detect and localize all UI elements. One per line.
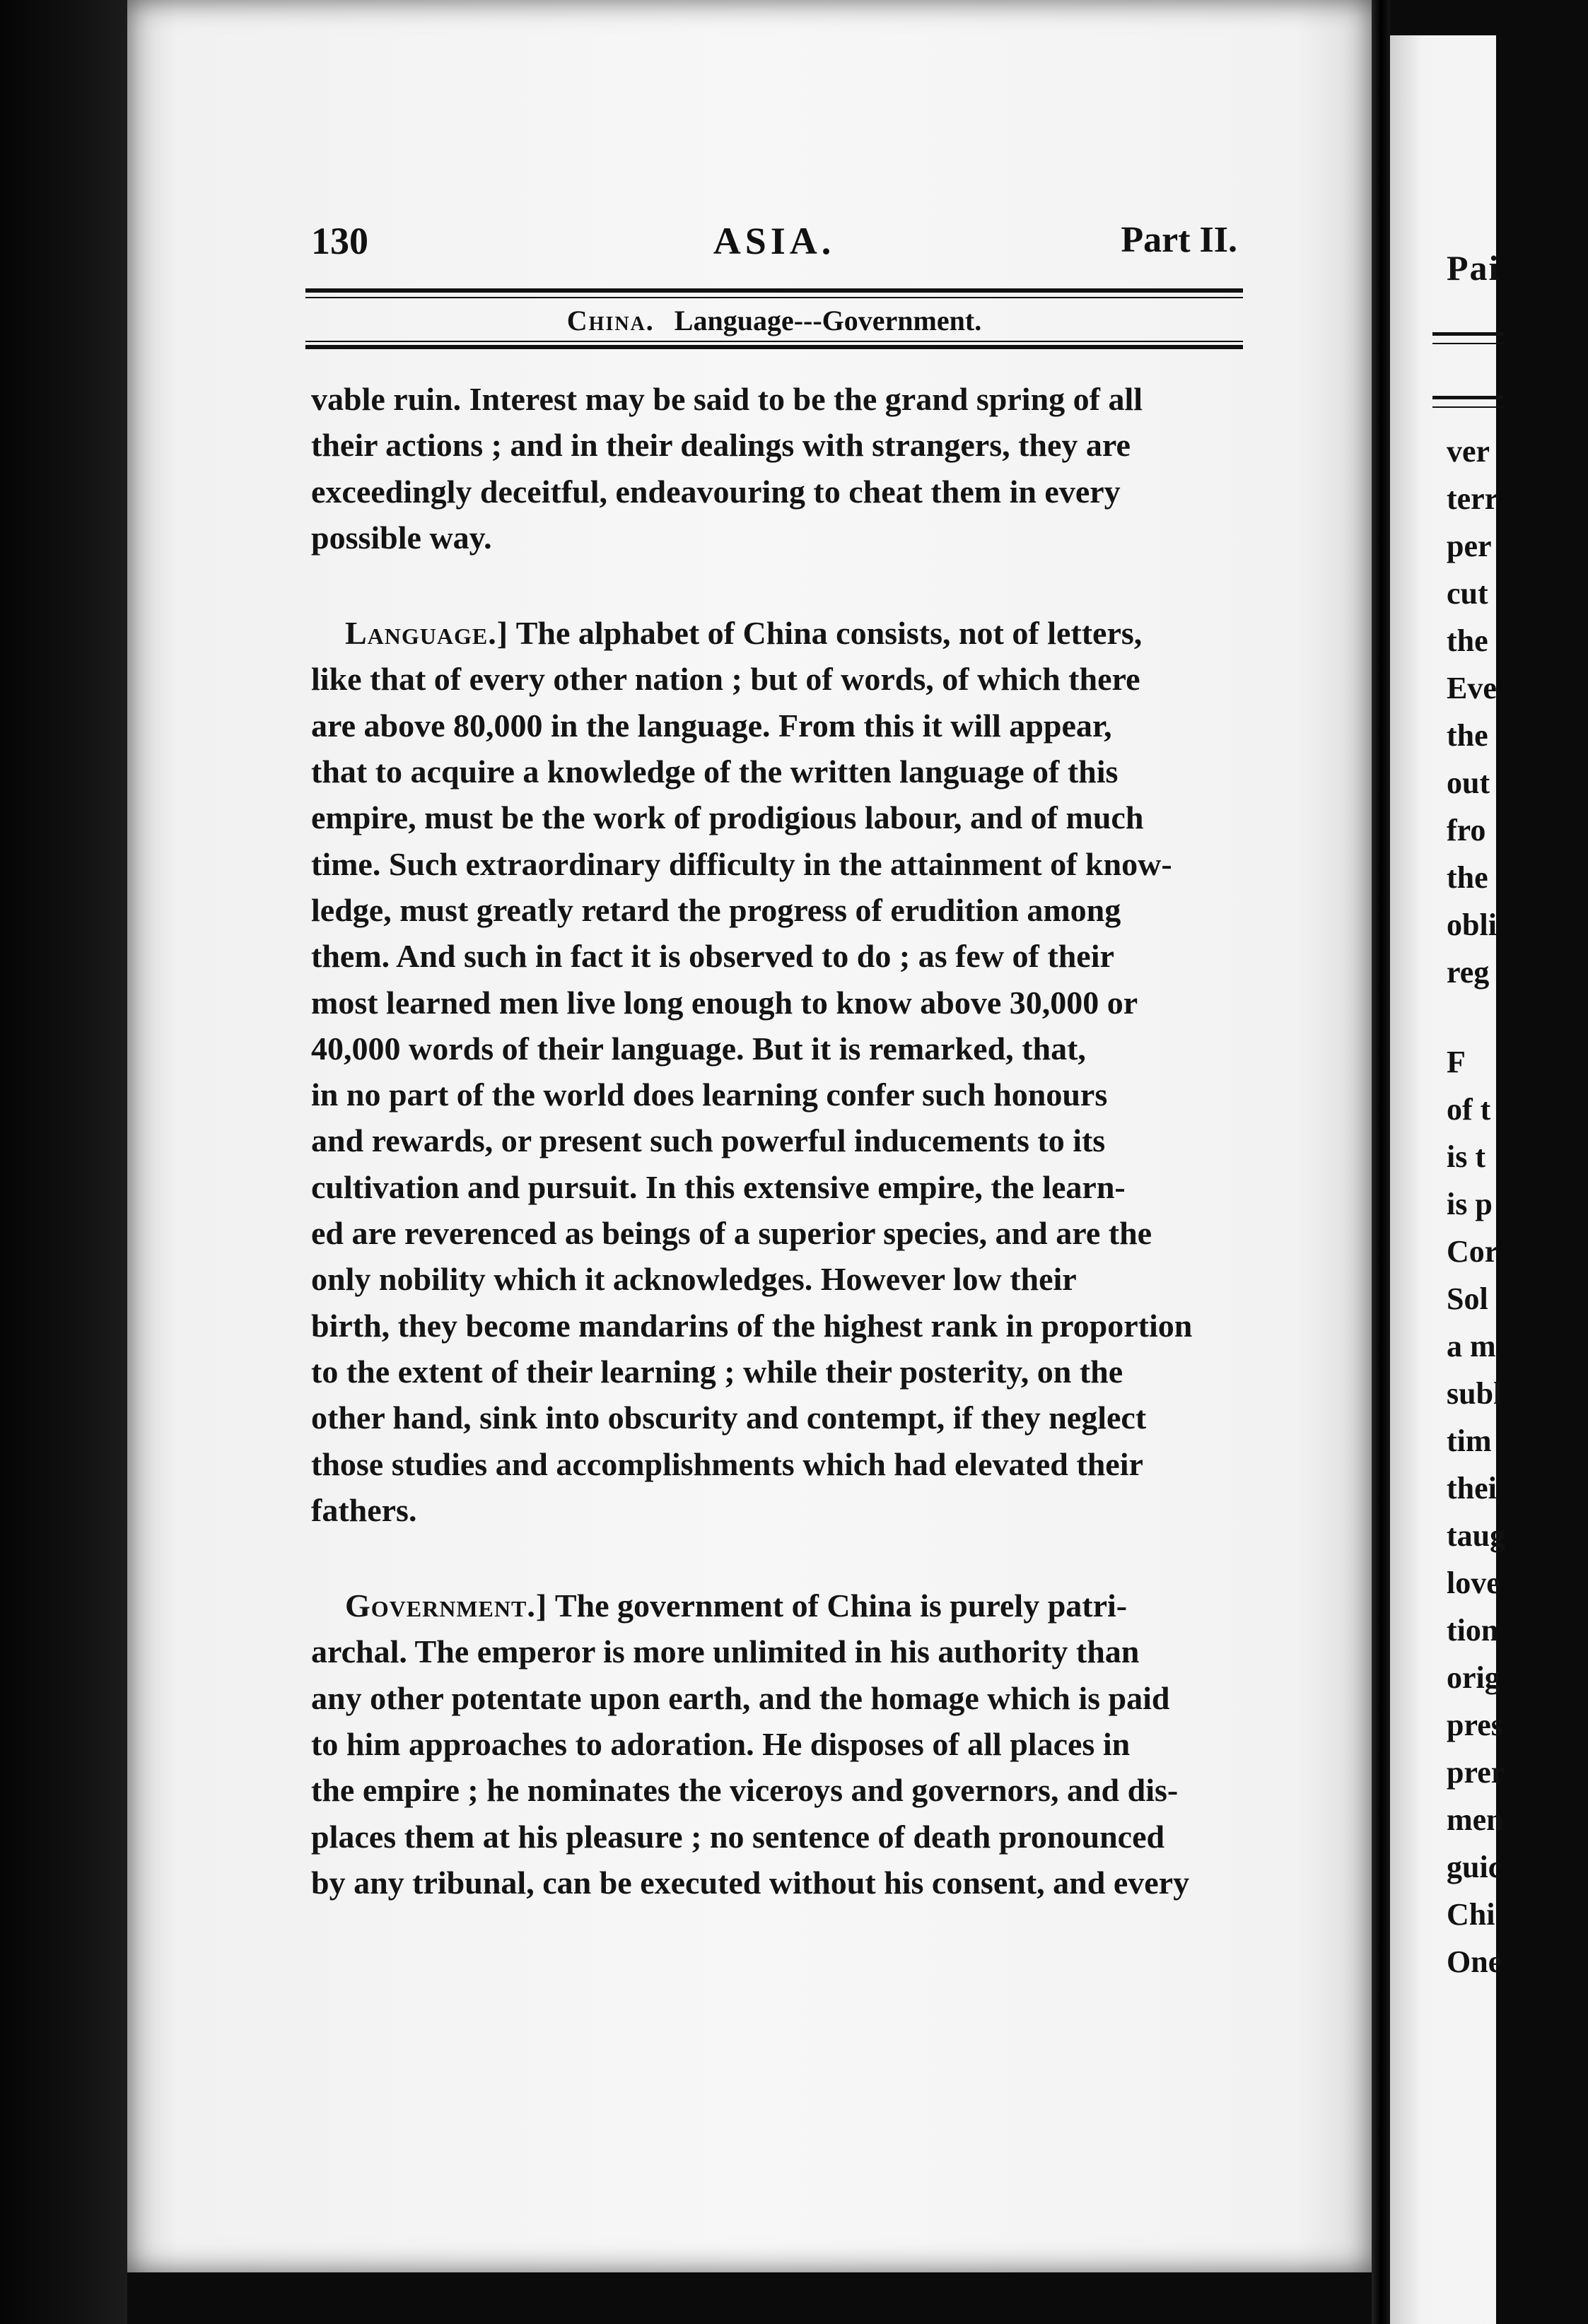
facing-line: the xyxy=(1447,860,1488,895)
text-line: most learned men live long enough to know above 30,000 or xyxy=(311,984,1138,1021)
text-line: possible way. xyxy=(311,519,492,556)
facing-line: obli xyxy=(1447,908,1497,942)
text-line: ledge, must greatly retard the progress of erudition among xyxy=(311,891,1121,928)
facing-line: cut xyxy=(1447,576,1488,611)
facing-page-fragment xyxy=(1390,35,1506,2324)
text-line: those studies and accomplishments which had elevated their xyxy=(311,1445,1143,1482)
facing-line: Cor xyxy=(1447,1234,1499,1269)
running-title: ASIA. xyxy=(713,220,836,262)
facing-line: guic xyxy=(1447,1850,1502,1884)
text-line: fathers. xyxy=(311,1491,417,1528)
text-line: to him approaches to adoration. He disposes of all places in xyxy=(311,1726,1131,1763)
facing-page-header: Pai xyxy=(1447,248,1500,288)
header-rule-thick-bottom xyxy=(305,345,1243,349)
text-line: places them at his pleasure ; no sentence of death pronounced xyxy=(311,1818,1165,1855)
section-lead-language: Language.] xyxy=(345,615,509,652)
page-body xyxy=(311,376,1237,1906)
paragraph-government xyxy=(311,1583,1237,1906)
facing-line: is t xyxy=(1447,1139,1485,1174)
subheader-country: China. xyxy=(566,305,655,336)
facing-line: tion xyxy=(1447,1613,1499,1648)
facing-line: reg xyxy=(1447,955,1490,990)
text-line: vable ruin. Interest may be said to be the grand spring of all xyxy=(311,381,1143,417)
text-line: to the extent of their learning ; while their posterity, on the xyxy=(311,1353,1123,1390)
facing-line: out xyxy=(1447,765,1490,800)
facing-line: love xyxy=(1447,1566,1500,1600)
text-line: time. Such extraordinary difficulty in the attainment of know- xyxy=(311,845,1172,882)
part-label: Part II. xyxy=(1121,220,1237,260)
facing-line: tim xyxy=(1447,1424,1492,1458)
text-line: any other potentate upon earth, and the homage which is paid xyxy=(311,1679,1170,1716)
text-line: Government.] The government of China is purely patri- xyxy=(345,1588,1128,1624)
text-line: and rewards, or present such powerful inducements to its xyxy=(311,1122,1106,1159)
facing-line: subl xyxy=(1447,1376,1502,1411)
page-header xyxy=(311,219,1237,276)
facing-line: terr xyxy=(1447,481,1499,516)
text-line: exceedingly deceitful, endeavouring to cheat them in every xyxy=(311,473,1121,510)
facing-line: One xyxy=(1447,1944,1502,1979)
facing-line: orig xyxy=(1447,1660,1500,1695)
text-line: cultivation and pursuit. In this extensive empire, the learn- xyxy=(311,1168,1126,1205)
text-line: like that of every other nation ; but of words, of which there xyxy=(311,661,1140,698)
facing-line: a m xyxy=(1447,1329,1496,1363)
header-rule-thin-top xyxy=(305,297,1243,298)
facing-line: of t xyxy=(1447,1092,1491,1127)
text-line: ed are reverenced as beings of a superior species, and are the xyxy=(311,1215,1152,1252)
facing-page-text xyxy=(1447,428,1588,1985)
facing-rule xyxy=(1432,332,1503,336)
facing-line: per xyxy=(1447,529,1492,563)
facing-line: Chi xyxy=(1447,1897,1495,1932)
facing-rule xyxy=(1432,343,1503,344)
text-line: the empire ; he nominates the viceroys and governors, and dis- xyxy=(311,1772,1179,1809)
facing-line: ver xyxy=(1447,434,1490,469)
facing-line: pres xyxy=(1447,1708,1503,1742)
facing-line: Eve xyxy=(1447,671,1497,705)
paragraph-language xyxy=(311,610,1237,1533)
text-line: birth, they become mandarins of the highest rank in proportion xyxy=(311,1307,1193,1344)
book-gutter xyxy=(1372,0,1390,2324)
facing-line: the xyxy=(1447,718,1488,753)
text-line: them. And such in fact it is observed to do ; as few of their xyxy=(311,938,1114,975)
facing-line: fro xyxy=(1447,813,1486,847)
paragraph-continuation xyxy=(311,376,1237,561)
facing-line: taug xyxy=(1447,1518,1506,1553)
text-line: other hand, sink into obscurity and contempt, if they neglect xyxy=(311,1399,1147,1436)
text-line: archal. The emperor is more unlimited in his authority than xyxy=(311,1633,1140,1670)
page-number: 130 xyxy=(311,220,368,262)
subheader-topics: Language---Government. xyxy=(674,305,982,336)
facing-line: thei xyxy=(1447,1471,1497,1506)
text-line: 40,000 words of their language. But it is remarked, that, xyxy=(311,1030,1086,1067)
text-line: their actions ; and in their dealings with strangers, they are xyxy=(311,427,1131,464)
facing-line: is p xyxy=(1447,1187,1493,1221)
text-line: Language.] The alphabet of China consists, not of letters, xyxy=(345,615,1143,652)
text-line: that to acquire a knowledge of the written language of this xyxy=(311,753,1119,790)
section-subheader xyxy=(311,304,1237,337)
facing-rule xyxy=(1432,406,1503,408)
facing-line: the xyxy=(1447,623,1488,658)
header-rule-thin-bottom xyxy=(305,341,1243,342)
facing-rule xyxy=(1432,396,1503,399)
text-line: empire, must be the work of prodigious labour, and of much xyxy=(311,799,1144,836)
facing-line: F xyxy=(1447,1045,1466,1079)
facing-line: Sol xyxy=(1447,1281,1488,1316)
section-lead-government: Government.] xyxy=(345,1588,548,1624)
text-line: are above 80,000 in the language. From this it will appear, xyxy=(311,707,1112,744)
facing-line: prer xyxy=(1447,1755,1505,1790)
header-rule-thick-top xyxy=(305,288,1243,293)
text-line: in no part of the world does learning confer such honours xyxy=(311,1076,1108,1113)
scan-background-left xyxy=(0,0,127,2324)
text-line: only nobility which it acknowledges. However low their xyxy=(311,1261,1077,1298)
text-line: by any tribunal, can be executed without his consent, and every xyxy=(311,1864,1190,1901)
facing-line: men xyxy=(1447,1802,1504,1837)
